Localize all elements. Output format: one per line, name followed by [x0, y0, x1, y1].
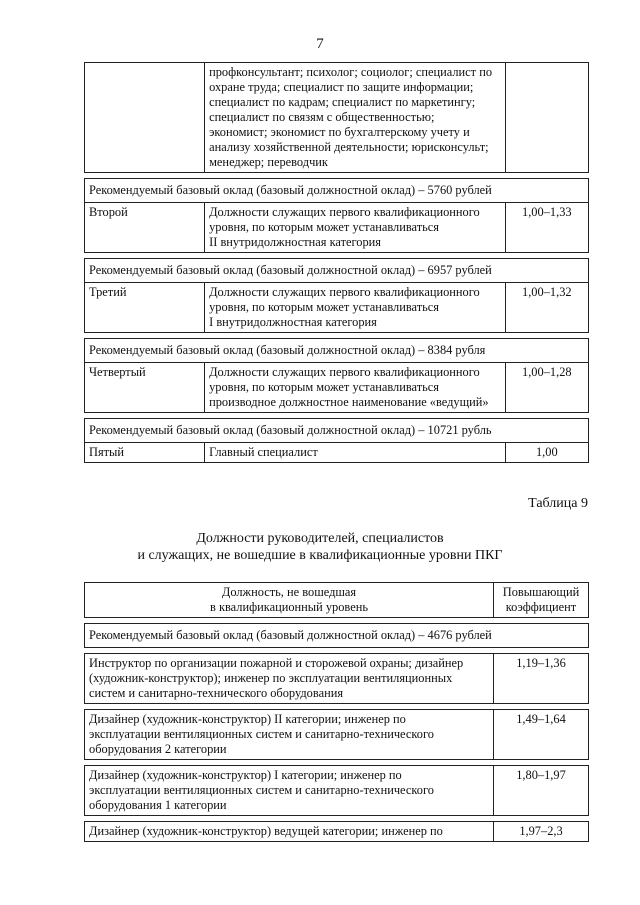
coefficient-cell: 1,00–1,28	[505, 363, 588, 413]
table-title	[0, 530, 640, 564]
header-line: коэффициент	[505, 600, 577, 614]
table-row	[85, 822, 589, 842]
positions-cell	[205, 443, 506, 463]
text-line: Дизайнер (художник-конструктор) ведущей категории; инженер по	[89, 824, 443, 838]
header-row	[85, 583, 589, 618]
positions-cell	[205, 283, 506, 333]
text-line: II внутридолжностная категория	[209, 235, 381, 249]
salary-row	[85, 339, 589, 363]
level-cell: Третий	[85, 283, 205, 333]
salary-row	[85, 624, 589, 648]
text-line: Инструктор по организации пожарной и сторожевой охраны; дизайнер	[89, 656, 464, 670]
coefficient-cell: 1,97–2,3	[494, 822, 589, 842]
coefficient-cell: 1,00–1,33	[505, 203, 588, 253]
salary-row	[85, 419, 589, 443]
position-cell	[85, 766, 494, 816]
table-row	[85, 710, 589, 760]
level-cell: Второй	[85, 203, 205, 253]
salary-row	[85, 179, 589, 203]
table-row	[85, 63, 589, 173]
page-number: 7	[316, 36, 324, 52]
text-line: специалист по кадрам; специалист по маркетингу;	[209, 95, 476, 109]
text-line: экономист; экономист по бухгалтерскому учету и	[209, 125, 470, 139]
table-row	[85, 654, 589, 704]
level-cell: Пятый	[85, 443, 205, 463]
salary-cell: Рекомендуемый базовый оклад (базовый должностной оклад) – 4676 рублей	[85, 624, 589, 648]
text-line: специалист по связям с общественностью;	[209, 110, 435, 124]
positions-cell	[205, 363, 506, 413]
position-header	[85, 583, 494, 618]
coefficient-cell: 1,00–1,32	[505, 283, 588, 333]
position-cell	[85, 654, 494, 704]
text-line: Должности служащих первого квалификационного	[209, 285, 480, 299]
table-row	[85, 766, 589, 816]
text-line: (художник-конструктор); инженер по эксплуатации вентиляционных	[89, 671, 453, 685]
text-line: анализу хозяйственной деятельности; юрисконсульт;	[209, 140, 489, 154]
coefficient-cell: 1,00	[505, 443, 588, 463]
title-line: и служащих, не вошедшие в квалификационные уровни ПКГ	[137, 548, 503, 563]
positions-cell	[205, 203, 506, 253]
title-line: Должности руководителей, специалистов	[196, 531, 444, 546]
salary-cell: Рекомендуемый базовый оклад (базовый должностной оклад) – 5760 рублей	[85, 179, 589, 203]
text-line: Главный специалист	[209, 445, 318, 459]
text-line: уровня, по которым может устанавливаться	[209, 380, 439, 394]
text-line: производное должностное наименование «ведущий»	[209, 395, 489, 409]
salary-cell: Рекомендуемый базовый оклад (базовый должностной оклад) – 8384 рубля	[85, 339, 589, 363]
text-line: профконсультант; психолог; социолог; специалист по	[209, 65, 493, 79]
text-line: Дизайнер (художник-конструктор) I категории; инженер по	[89, 768, 402, 782]
positions-cell	[205, 63, 506, 173]
table-row	[85, 363, 589, 413]
coefficient-cell: 1,19–1,36	[494, 654, 589, 704]
qualification-levels-table	[84, 62, 589, 463]
coefficient-cell	[505, 63, 588, 173]
salary-cell: Рекомендуемый базовый оклад (базовый должностной оклад) – 6957 рублей	[85, 259, 589, 283]
text-line: уровня, по которым может устанавливаться	[209, 300, 439, 314]
coefficient-header	[494, 583, 589, 618]
unclassified-positions-table	[84, 582, 589, 842]
text-line: уровня, по которым может устанавливаться	[209, 220, 439, 234]
text-line: менеджер; переводчик	[209, 155, 328, 169]
table-row	[85, 283, 589, 333]
header-line: в квалификационный уровень	[210, 600, 368, 614]
text-line: I внутридолжностная категория	[209, 315, 377, 329]
header-line: Повышающий	[502, 585, 580, 599]
text-line: оборудования 2 категории	[89, 742, 227, 756]
text-line: Должности служащих первого квалификационного	[209, 205, 480, 219]
text-line: Должности служащих первого квалификационного	[209, 365, 480, 379]
text-line: эксплуатации вентиляционных систем и санитарно-технического	[89, 727, 434, 741]
text-line: оборудования 1 категории	[89, 798, 227, 812]
table-row	[85, 203, 589, 253]
position-cell	[85, 822, 494, 842]
text-line: охране труда; специалист по защите информации;	[209, 80, 474, 94]
header-line: Должность, не вошедшая	[221, 585, 357, 599]
salary-cell: Рекомендуемый базовый оклад (базовый должностной оклад) – 10721 рубль	[85, 419, 589, 443]
position-cell	[85, 710, 494, 760]
level-cell	[85, 63, 205, 173]
text-line: эксплуатации вентиляционных систем и санитарно-технического	[89, 783, 434, 797]
text-line: Дизайнер (художник-конструктор) II категории; инженер по	[89, 712, 406, 726]
table-label: Таблица 9	[528, 496, 588, 511]
level-cell: Четвертый	[85, 363, 205, 413]
text-line: систем и санитарно-технического оборудования	[89, 686, 344, 700]
table-row	[85, 443, 589, 463]
coefficient-cell: 1,49–1,64	[494, 710, 589, 760]
salary-row	[85, 259, 589, 283]
coefficient-cell: 1,80–1,97	[494, 766, 589, 816]
